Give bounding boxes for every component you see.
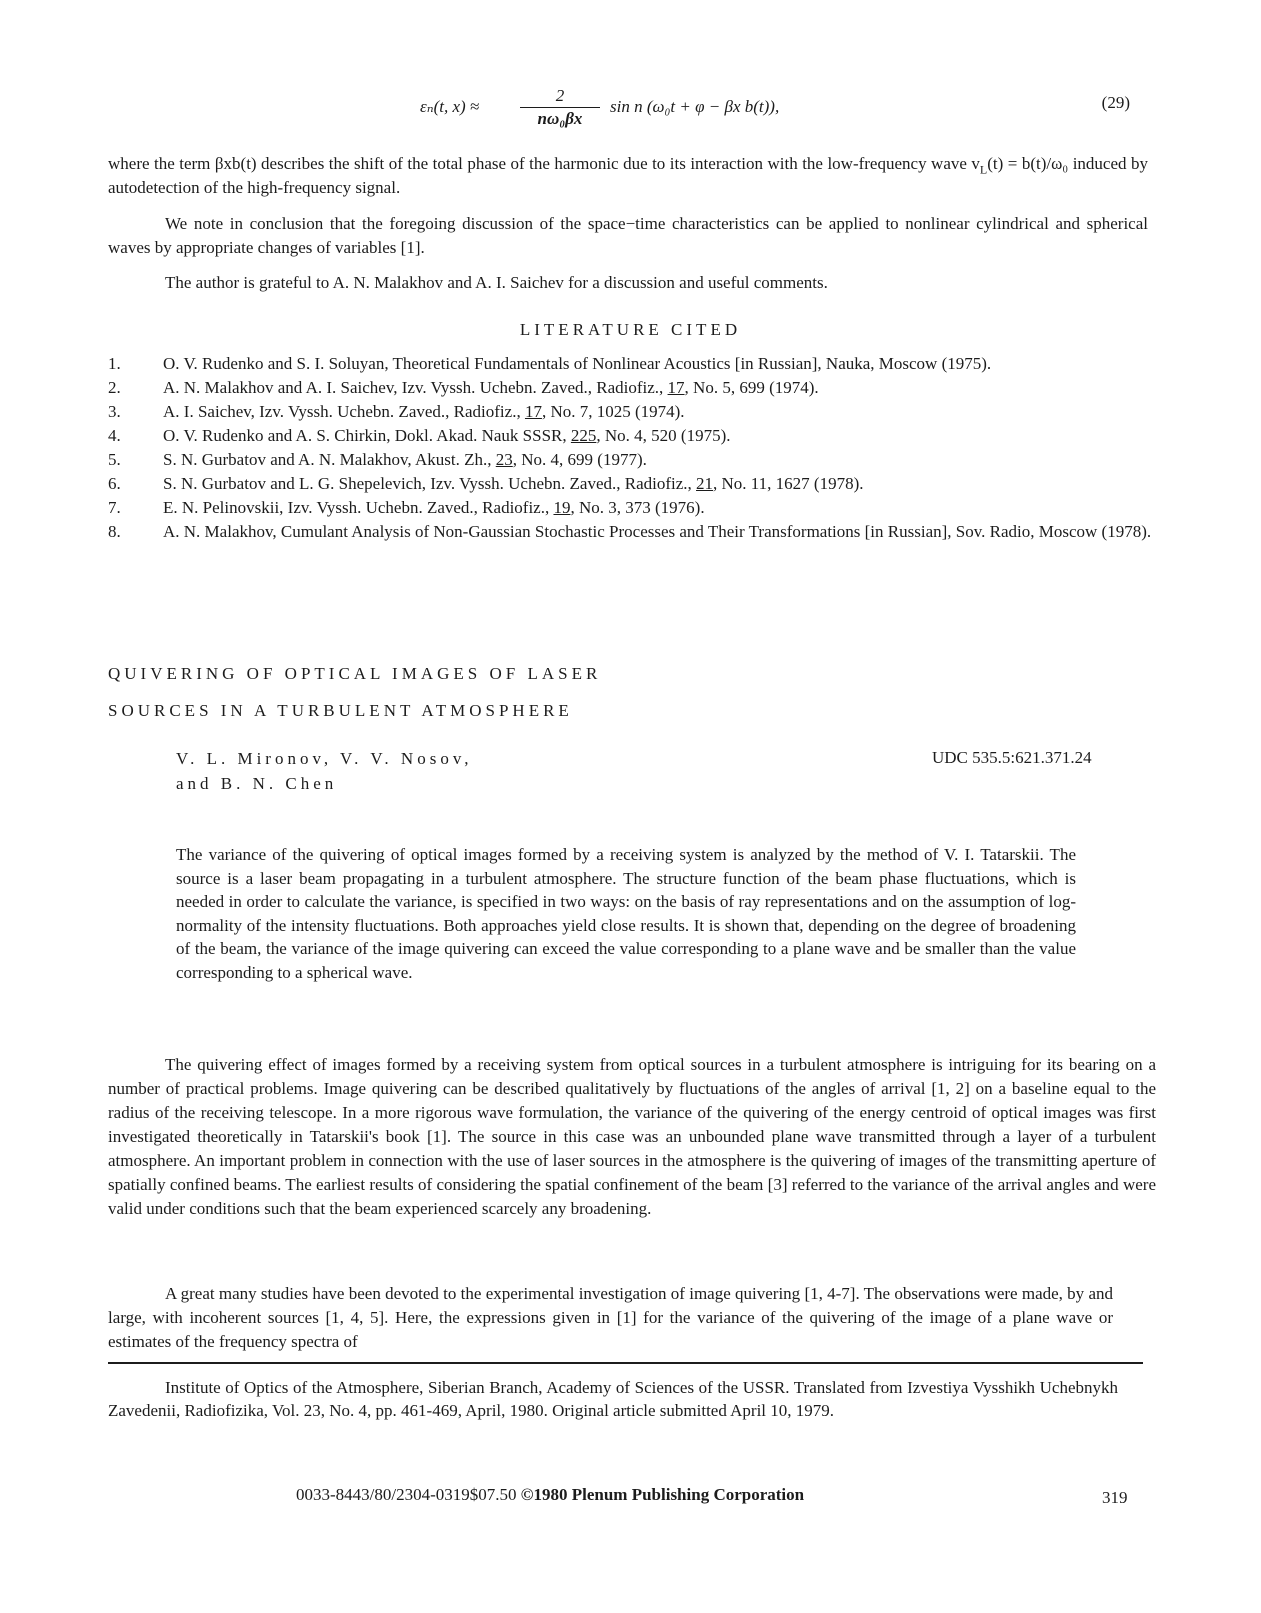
equation-rhs: sin n (ω₀t + φ − βx b(t)), (610, 97, 780, 116)
paragraph-text-tail: (t) = b(t)/ω₀ induced by autodetection of the high-frequency signal. (108, 154, 1148, 197)
article-code: 0033-8443/80/2304-0319$07.50 (296, 1485, 517, 1504)
reference-item (108, 496, 1153, 520)
reference-number: 8. (108, 522, 121, 541)
reference-text: E. N. Pelinovskii, Izv. Vyssh. Uchebn. Zaved., Radiofiz., (163, 498, 554, 517)
authors-line-2: and B. N. Chen (176, 774, 338, 793)
subscript: L (979, 162, 988, 177)
reference-item (108, 376, 1153, 400)
reference-item (108, 472, 1153, 496)
footnote-divider (108, 1362, 1143, 1364)
equation-fraction (520, 85, 600, 130)
copyright-notice: ©1980 Plenum Publishing Corporation (520, 1485, 805, 1504)
reference-volume: 17 (667, 378, 685, 397)
reference-volume: 21 (696, 474, 714, 493)
equation-29 (420, 85, 1140, 135)
reference-item (108, 352, 1153, 376)
reference-number: 7. (108, 498, 121, 517)
reference-text: A. N. Malakhov, Cumulant Analysis of Non-Gaussian Stochastic Processes and Their Transformations [in Russian], Sov. Radio, Moscow (1978). (163, 522, 1152, 541)
reference-volume: 17 (524, 402, 542, 421)
reference-number: 4. (108, 426, 121, 445)
reference-text: , No. 5, 699 (1974). (684, 378, 819, 397)
reference-text: S. N. Gurbatov and A. N. Malakhov, Akust. Zh., (163, 450, 496, 469)
equation-denominator: nω₀βx (537, 109, 583, 128)
reference-text: , No. 4, 699 (1977). (512, 450, 647, 469)
reference-number: 3. (108, 402, 121, 421)
reference-volume: 225 (570, 426, 597, 445)
reference-item (108, 448, 1153, 472)
paragraph-phase-shift (108, 152, 1148, 200)
reference-item (108, 424, 1153, 448)
reference-number: 1. (108, 354, 121, 373)
affiliation-footnote: Institute of Optics of the Atmosphere, Siberian Branch, Academy of Sciences of the USSR. Translated from Izvestiya Vysshikh Uchebnykh Zavedenii, Radiofizika, Vol. 23, No. 4, pp. 461-469, April, 1980. Original article submitted April 10, 1979. (108, 1378, 1118, 1420)
literature-cited-heading: LITERATURE CITED (519, 320, 742, 339)
reference-volume: 19 (553, 498, 571, 517)
article-title-line-2: SOURCES IN A TURBULENT ATMOSPHERE (108, 701, 573, 720)
reference-item (108, 400, 1153, 424)
reference-volume: 23 (495, 450, 513, 469)
reference-text: S. N. Gurbatov and L. G. Shepelevich, Izv. Vyssh. Uchebn. Zaved., Radiofiz., (163, 474, 697, 493)
reference-number: 5. (108, 450, 121, 469)
page-number: 319 (1102, 1488, 1128, 1507)
reference-text: , No. 4, 520 (1975). (596, 426, 731, 445)
reference-number: 6. (108, 474, 121, 493)
paragraph-conclusion: We note in conclusion that the foregoing discussion of the space−time characteristics can be applied to nonlinear cylindrical and spherical waves by appropriate changes of variables [1]. (108, 214, 1148, 257)
article-authors (176, 746, 472, 796)
equation-lhs: εₙ(t, x) ≈ (420, 97, 480, 116)
reference-text: A. I. Saichev, Izv. Vyssh. Uchebn. Zaved., Radiofiz., (163, 402, 525, 421)
article-title-line-1: QUIVERING OF OPTICAL IMAGES OF LASER (108, 664, 602, 683)
reference-text: , No. 11, 1627 (1978). (713, 474, 864, 493)
body-paragraph-1: The quivering effect of images formed by a receiving system from optical sources in a turbulent atmosphere is intriguing for its bearing on a number of practical problems. Image quivering can be described qualitatively by fluctuations of the angles of arrival [1, 2] on a baseline equal to the radius of the receiving telescope. In a more rigorous wave formulation, the variance of the quivering of the energy centroid of optical images was first investigated theoretically in Tatarskii's book [1]. The source in this case was an unbounded plane wave transmitted through a layer of a turbulent atmosphere. An important problem in connection with the use of laser sources in the atmosphere is the quivering of images of the transmitting aperture of spatially confined beams. The earliest results of considering the spatial confinement of the beam [3] referred to the variance of the arrival angles and were valid under conditions such that the beam experienced scarcely any broadening. (108, 1055, 1156, 1218)
equation-number: (29) (1101, 93, 1130, 112)
copyright-line (296, 1483, 804, 1507)
reference-list (108, 352, 1153, 544)
authors-line-1: V. L. Mironov, V. V. Nosov, (176, 749, 473, 768)
equation-numerator: 2 (520, 85, 600, 108)
reference-text: O. V. Rudenko and S. I. Soluyan, Theoretical Fundamentals of Nonlinear Acoustics [in Russian], Nauka, Moscow (1975). (163, 354, 992, 373)
article-abstract: The variance of the quivering of optical images formed by a receiving system is analyzed by the method of V. I. Tatarskii. The source is a laser beam propagating in a turbulent atmosphere. The structure function of the beam phase fluctuations, which is needed in order to calculate the variance, is specified in two ways: on the basis of ray representations and on the assumption of log-normality of the intensity fluctuations. Both approaches yield close results. It is shown that, depending on the degree of broadening of the beam, the variance of the image quivering can exceed the value corresponding to a plane wave and be smaller than the value corresponding to a spherical wave. (176, 845, 1076, 982)
reference-number: 2. (108, 378, 121, 397)
paragraph-text: where the term βxb(t) describes the shift of the total phase of the harmonic due to its interaction with the low-frequency wave v (108, 154, 980, 173)
reference-text: A. N. Malakhov and A. I. Saichev, Izv. Vyssh. Uchebn. Zaved., Radiofiz., (163, 378, 668, 397)
body-paragraph-2: A great many studies have been devoted to the experimental investigation of image quivering [1, 4-7]. The observations were made, by and large, with incoherent sources [1, 4, 5]. Here, the expressions given in [1] for the variance of the quivering of the image of a plane wave or estimates of the frequency spectra of (108, 1284, 1113, 1351)
reference-text: , No. 7, 1025 (1974). (541, 402, 685, 421)
reference-text: O. V. Rudenko and A. S. Chirkin, Dokl. Akad. Nauk SSSR, (163, 426, 571, 445)
reference-text: , No. 3, 373 (1976). (570, 498, 705, 517)
reference-item (108, 520, 1153, 544)
udc-code: UDC 535.5:621.371.24 (932, 748, 1092, 767)
paragraph-acknowledgment: The author is grateful to A. N. Malakhov and A. I. Saichev for a discussion and useful comments. (165, 273, 828, 292)
